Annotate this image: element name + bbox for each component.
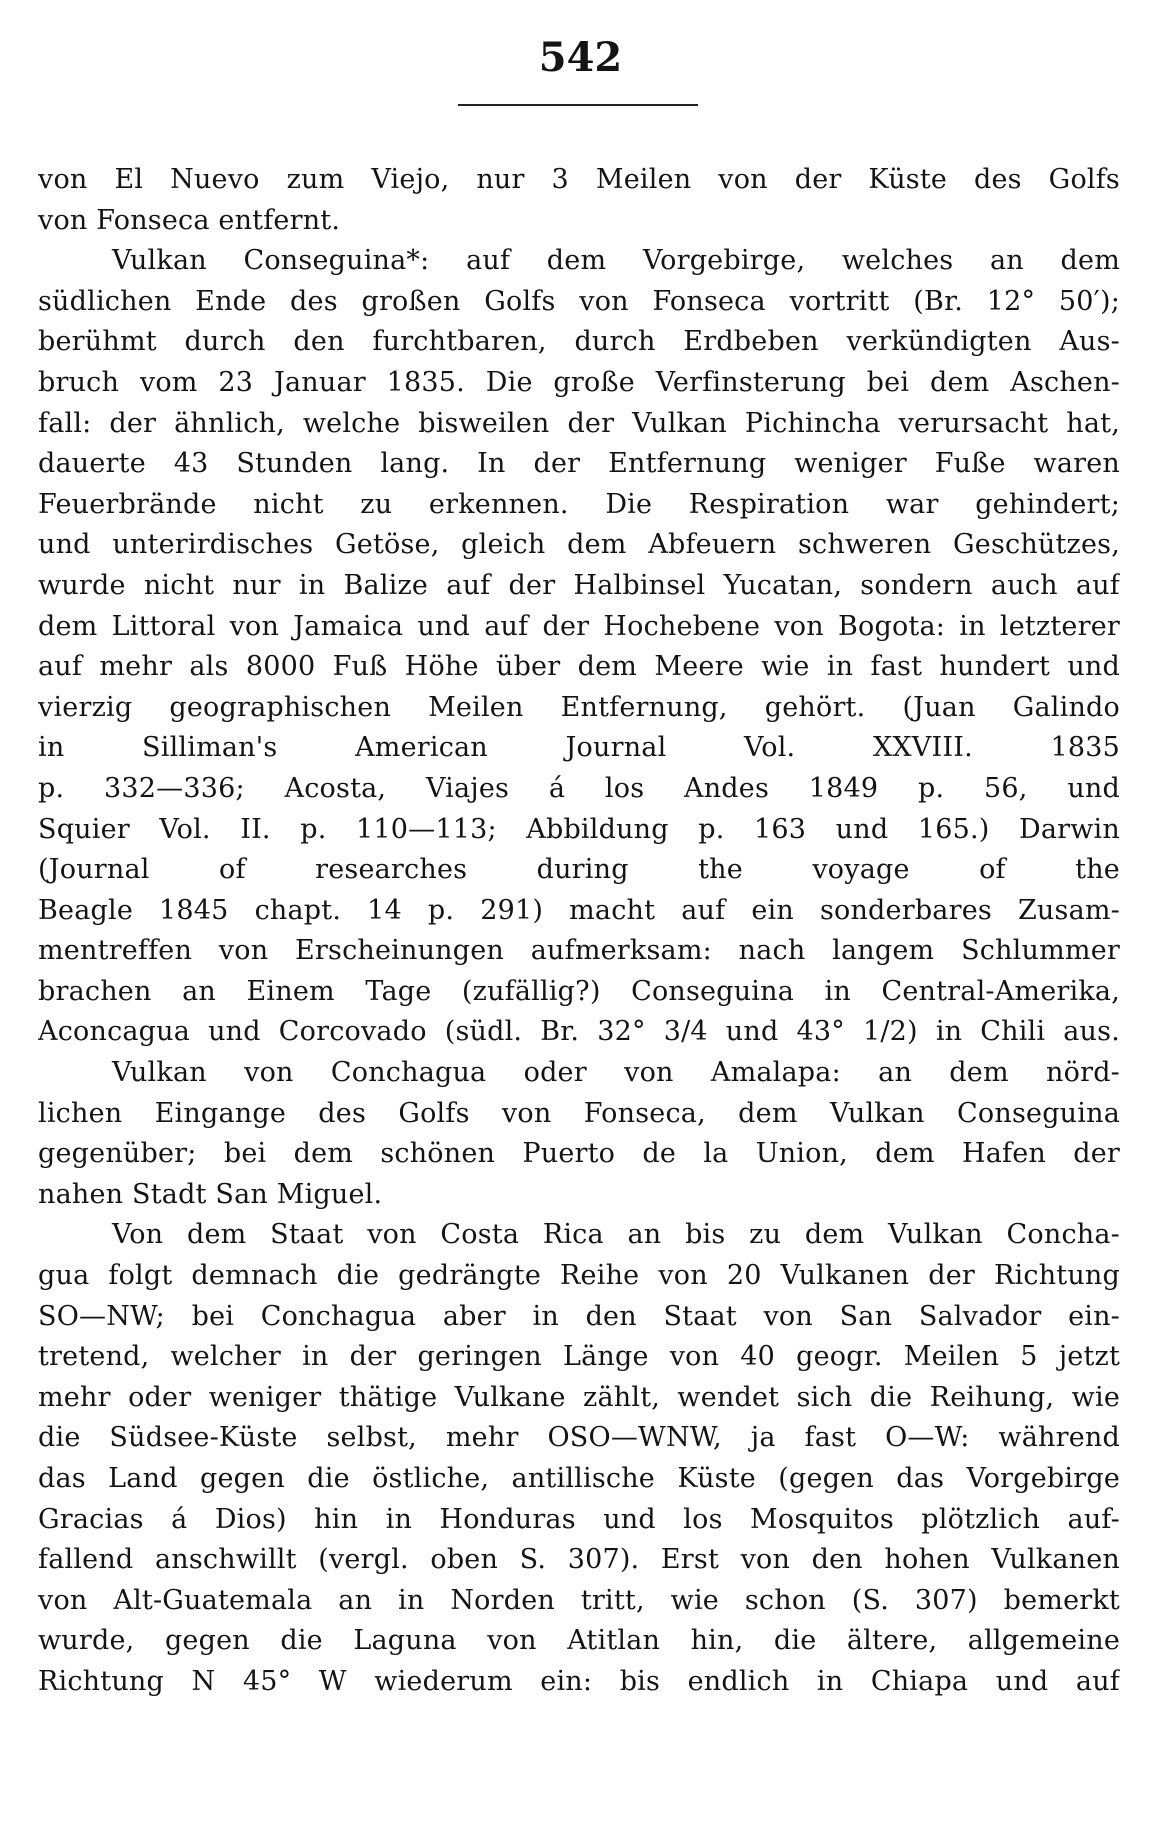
text-line: mehr oder weniger thätige Vulkane zählt, wendet sich die Reihung, wie [38,1381,1120,1413]
text-line: p. 332—336; Acosta, Viajes á los Andes 1849 p. 56, und [38,772,1120,804]
text-line: mentreffen von Erscheinungen aufmerksam: nach langem Schlummer [38,935,1120,967]
text-line: in Silliman's American Journal Vol. XXVIII. 1835 [38,732,1120,764]
text-line: berühmt durch den furchtbaren, durch Erdbeben verkündigten Aus- [38,326,1120,358]
text-line: Von dem Staat von Costa Rica an bis zu dem Vulkan Concha- [112,1219,1120,1251]
text-line: lichen Eingange des Golfs von Fonseca, dem Vulkan Conseguina [38,1097,1120,1129]
text-line: nahen Stadt San Miguel. [38,1178,383,1210]
text-line: dem Littoral von Jamaica und auf der Hochebene von Bogota: in letzterer [38,610,1120,642]
text-line: gua folgt demnach die gedrängte Reihe von 20 Vulkanen der Richtung [38,1260,1120,1292]
text-line: dauerte 43 Stunden lang. In der Entfernung weniger Fuße waren [38,448,1120,480]
text-line: und unterirdisches Getöse, gleich dem Abfeuern schweren Geschützes, [38,529,1120,561]
text-line: bruch vom 23 Januar 1835. Die große Verfinsterung bei dem Aschen- [38,366,1120,398]
text-line: südlichen Ende des großen Golfs von Fonseca vortritt (Br. 12° 50′); [38,285,1120,317]
text-line: Gracias á Dios) hin in Honduras und los Mosquitos plötzlich auf- [38,1503,1120,1535]
text-line: von Fonseca entfernt. [38,204,341,236]
text-line: SO—NW; bei Conchagua aber in den Staat von San Salvador ein- [38,1300,1120,1332]
text-line: Aconcagua und Corcovado (südl. Br. 32° 3/4 und 43° 1/2) in Chili aus. [38,1016,1120,1048]
text-line: wurde, gegen die Laguna von Atitlan hin, die ältere, allgemeine [38,1625,1120,1657]
header-rule [458,104,698,106]
text-line: das Land gegen die östliche, antillische Küste (gegen das Vorgebirge [38,1463,1120,1494]
text-line: tretend, welcher in der geringen Länge von 40 geogr. Meilen 5 jetzt [38,1341,1120,1373]
text-line: Vulkan Conseguina*: auf dem Vorgebirge, welches an dem [112,245,1120,277]
text-line: fallend anschwillt (vergl. oben S. 307). Erst von den hohen Vulkanen [38,1544,1120,1576]
text-line: die Südsee-Küste selbst, mehr OSO—WNW, ja fast O—W: während [38,1422,1120,1454]
text-line: von Alt-Guatemala an in Norden tritt, wie schon (S. 307) bemerkt [38,1584,1120,1616]
text-line: brachen an Einem Tage (zufällig?) Conseguina in Central-Amerika, [38,975,1120,1007]
text-line: auf mehr als 8000 Fuß Höhe über dem Meere wie in fast hundert und [38,651,1120,683]
text-line: Vulkan von Conchagua oder von Amalapa: an dem nörd- [112,1057,1120,1089]
page-number: 542 [538,34,623,81]
text-line: Richtung N 45° W wiederum ein: bis endlich in Chiapa und auf [38,1665,1120,1697]
text-line: (Journal of researches during the voyage of the [38,854,1120,886]
text-line: Feuerbrände nicht zu erkennen. Die Respiration war gehindert; [38,488,1120,520]
text-line: von El Nuevo zum Viejo, nur 3 Meilen von der Küste des Golfs [38,164,1120,195]
text-line: fall: der ähnlich, welche bisweilen der Vulkan Pichincha verursacht hat, [38,407,1120,439]
text-line: wurde nicht nur in Balize auf der Halbinsel Yucatan, sondern auch auf [38,569,1120,601]
text-line: gegenüber; bei dem schönen Puerto de la Union, dem Hafen der [38,1138,1120,1170]
text-line: Squier Vol. II. p. 110—113; Abbildung p. 163 und 165.) Darwin [38,813,1120,845]
text-line: vierzig geographischen Meilen Entfernung, gehört. (Juan Galindo [38,691,1120,723]
text-line: Beagle 1845 chapt. 14 p. 291) macht auf ein sonderbares Zusam- [38,894,1120,926]
body-text [38,160,1120,1703]
